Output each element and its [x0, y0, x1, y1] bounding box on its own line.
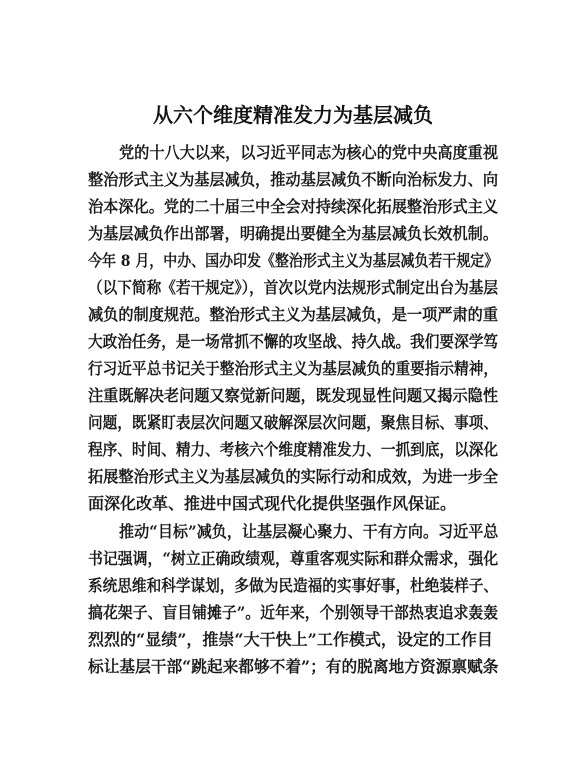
paragraph-1-line-12: 程序、时间、精力、考核六个维度精准发力、一抓到底，以深化 — [88, 440, 499, 459]
paragraph-2-line-1: 推动“目标”减负，让基层凝心聚力、干有方向。习近平总 — [119, 522, 499, 541]
paragraph-1-line-3: 治本深化。党的二十届三中全会对持续深化拓展整治形式主义 — [88, 197, 499, 216]
paragraph-2-line-3: 系统思维和科学谋划，多做为民造福的实事好事，杜绝装样子、 — [88, 576, 499, 595]
paragraph-2-line-2: 书记强调，“树立正确政绩观，尊重客观实际和群众需求，强化 — [88, 549, 499, 568]
paragraph-1-line-1: 党的十八大以来，以习近平同志为核心的党中央高度重视 — [119, 143, 499, 162]
paragraph-1-line-11: 问题，既紧盯表层次问题又破解深层次问题，聚焦目标、事项、 — [88, 413, 499, 432]
paragraph-2-line-5: 烈烈的“显绩”，推崇“大干快上”工作模式，设定的工作目 — [88, 630, 493, 649]
document-title: 从六个维度精准发力为基层减负 — [153, 103, 433, 127]
paragraph-2-line-4: 搞花架子、盲目铺摊子”。近年来，个别领导干部热衷追求轰轰 — [88, 603, 499, 622]
paragraph-1-line-5: 今年 8 月，中办、国办印发《整治形式主义为基层减负若干规定》 — [88, 251, 499, 270]
paragraph-1-line-14: 面深化改革、推进中国式现代化提供坚强作风保证。 — [88, 494, 457, 513]
paragraph-2-line-6: 标让基层干部“跳起来都够不着”；有的脱离地方资源禀赋条 — [88, 657, 499, 676]
paragraph-1-line-6: （以下简称《若干规定》），首次以党内法规形式制定出台为基层 — [88, 278, 499, 297]
paragraph-1-line-7: 减负的制度规范。整治形式主义为基层减负，是一项严肃的重 — [88, 305, 499, 324]
paragraph-1-line-8: 大政治任务，是一场常抓不懈的攻坚战、持久战。我们要深学笃 — [88, 332, 499, 351]
paragraph-1-line-4: 为基层减负作出部署，明确提出要健全为基层减负长效机制。 — [88, 224, 499, 243]
paragraph-1-line-9: 行习近平总书记关于整治形式主义为基层减负的重要指示精神， — [88, 359, 499, 378]
paragraph-1-line-2: 整治形式主义为基层减负，推动基层减负不断向治标发力、向 — [88, 170, 499, 189]
paragraph-1-line-13: 拓展整治形式主义为基层减负的实际行动和成效，为进一步全 — [88, 467, 499, 486]
paragraph-1-line-10: 注重既解决老问题又察觉新问题，既发现显性问题又揭示隐性 — [88, 386, 499, 405]
